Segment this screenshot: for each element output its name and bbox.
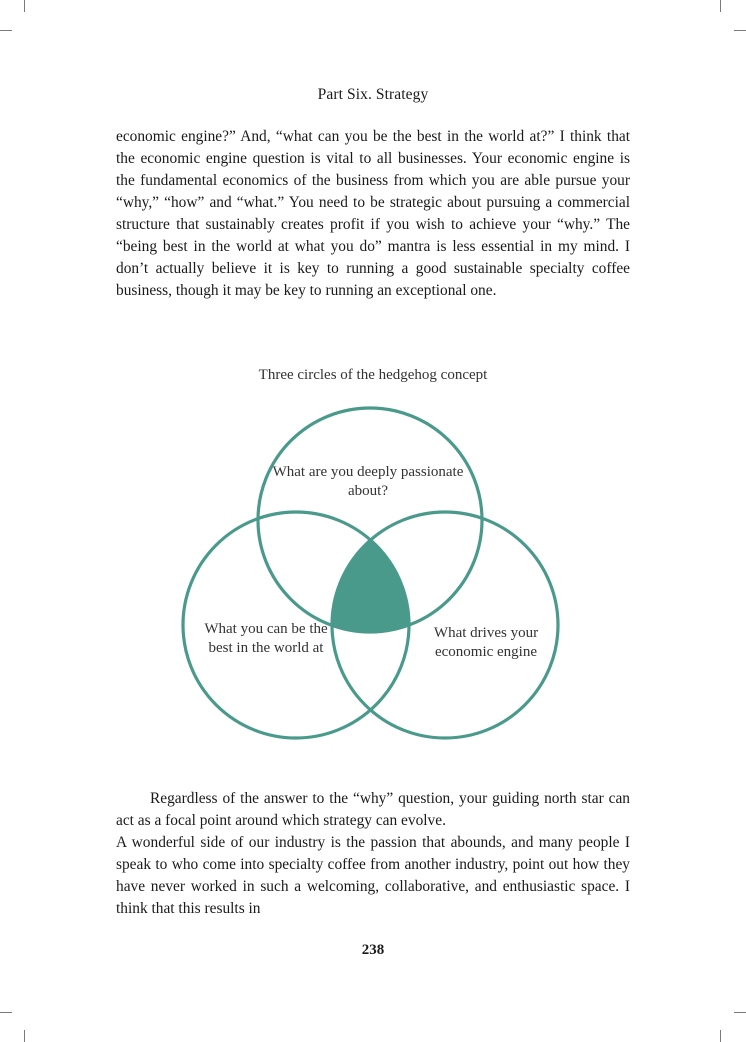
body-paragraph: economic engine?” And, “what can you be the best in the world at?” I think that the economic engine question is vital to all businesses. Your economic engine is the fundamental economics of the business from which you are able pursue your “why,” “how” and “what.” You need to be strategic about pursuing a commercial structure that sustainably creates profit if you wish to achieve your “why.” The “being best in the world at what you do” mantra is less essential in my mind. I don’t actually believe it is key to running a good sustainable specialty coffee business, though it may be key to running an exceptional one. — [116, 128, 630, 299]
venn-label-economic-engine: What drives your economic engine — [433, 625, 539, 660]
venn-label-passion: What are you deeply passionate about? — [272, 464, 464, 499]
body-paragraph: Regardless of the answer to the “why” question, your guiding north star can act as a focal point around which strategy can evolve. — [116, 790, 630, 829]
figure-title: Three circles of the hedgehog concept — [258, 367, 488, 383]
running-head: Part Six. Strategy — [317, 86, 429, 103]
page-number: 238 — [361, 942, 385, 958]
body-paragraph: A wonderful side of our industry is the passion that abounds, and many people I speak to who come into specialty coffee from another industry, point out how they have never worked in such a welcoming, collaborative, and enthusiastic space. I think that this results in — [116, 834, 630, 917]
venn-label-best-in-world: What you can be the best in the world at — [204, 621, 328, 656]
